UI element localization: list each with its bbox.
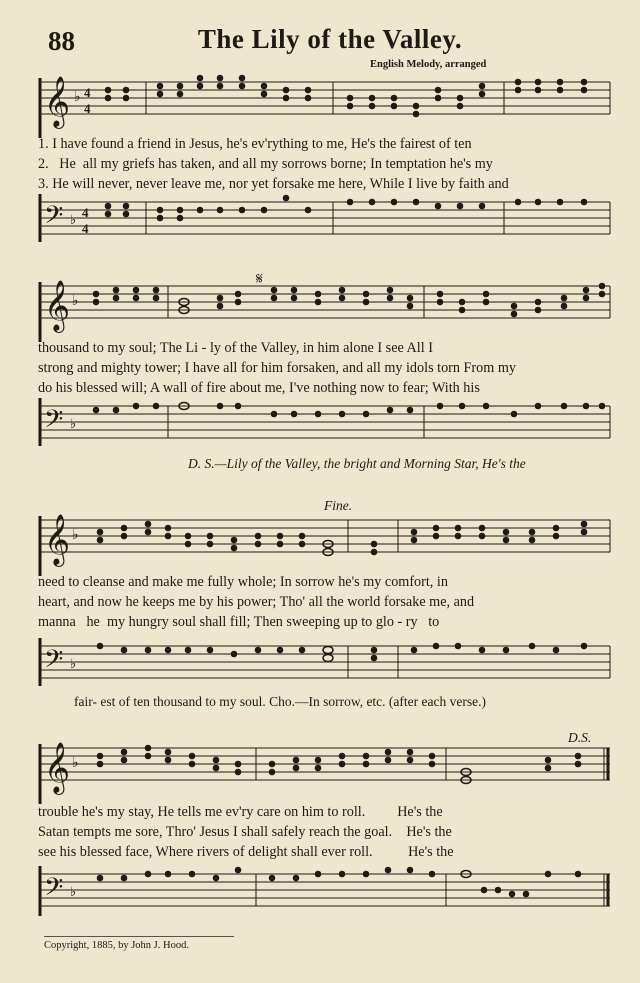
lyric-line-1: need to cleanse and make me fully whole; In sorrow he's my comfort, in <box>38 574 448 590</box>
lyric-line-1: trouble he's my stay, He tells me ev'ry care on him to roll. He's the <box>38 804 443 820</box>
svg-text:♭: ♭ <box>72 755 79 771</box>
svg-text:♭: ♭ <box>72 527 79 543</box>
system-3 <box>38 498 612 714</box>
lyric-line-2: Satan tempts me sore, Thro' Jesus I shall safely reach the goal. He's the <box>38 824 452 840</box>
fine-marker: Fine. <box>324 498 353 513</box>
bass-staff <box>38 398 612 448</box>
svg-text:4: 4 <box>82 221 89 236</box>
system-2 <box>38 272 612 472</box>
svg-text:𝄞: 𝄞 <box>44 280 71 331</box>
page-number: 88 <box>48 26 75 56</box>
treble-staff <box>38 510 612 576</box>
svg-text:♭: ♭ <box>72 293 79 309</box>
bass-staff <box>38 194 612 244</box>
svg-text:𝄋: 𝄋 <box>256 272 263 288</box>
notes <box>105 75 588 118</box>
svg-text:♭: ♭ <box>70 213 77 228</box>
copyright-notice: Copyright, 1885, by John J. Hood. <box>44 940 189 951</box>
svg-text:𝄞: 𝄞 <box>44 514 71 565</box>
lyric-line-1: thousand to my soul; The Li - ly of the Valley, in him alone I see All I <box>38 340 433 356</box>
lyric-line-2: strong and mighty tower; I have all for him forsaken, and all my idols torn From my <box>38 360 516 376</box>
lyric-line-2: heart, and now he keeps me by his power; Tho' all the world forsake me, and <box>38 594 475 610</box>
bass-staff <box>38 866 612 918</box>
lyric-line-3: manna he my hungry soul shall fill; Then sweeping up to glo - ry to <box>38 614 440 630</box>
system-1 <box>38 68 612 244</box>
lyric-line-3: see his blessed face, Where rivers of delight shall ever roll. He's the <box>38 844 454 860</box>
lyric-line-3: 3. He will never, never leave me, nor yet forsake me here, While I live by faith and <box>38 176 509 192</box>
lyric-line-3: do his blessed will; A wall of fire about me, I've nothing now to fear; With his <box>38 380 480 396</box>
chorus-line: fair- est of ten thousand to my soul. Cho.—In sorrow, etc. (after each verse.) <box>74 694 486 709</box>
treble-staff <box>38 272 612 342</box>
system-4 <box>38 730 612 920</box>
lyric-line-1: 1. I have found a friend in Jesus, he's ev'rything to me, He's the fairest of ten <box>38 136 472 152</box>
ds-lyric-line: D. S.—Lily of the Valley, the bright and Morning Star, He's the <box>188 456 526 471</box>
treble-staff <box>38 734 612 804</box>
treble-staff <box>38 68 612 138</box>
copyright-rule <box>44 936 234 937</box>
svg-text:𝄢: 𝄢 <box>44 873 64 908</box>
svg-text:4: 4 <box>82 205 89 220</box>
svg-text:𝄢: 𝄢 <box>44 405 64 440</box>
hymn-title: The Lily of the Valley. <box>197 24 463 54</box>
svg-text:♭: ♭ <box>70 885 77 900</box>
svg-text:𝄞: 𝄞 <box>44 742 71 793</box>
svg-text:♭: ♭ <box>70 657 77 672</box>
attribution: English Melody, arranged <box>370 59 487 70</box>
ds-marker: D.S. <box>568 730 592 745</box>
svg-text:𝄢: 𝄢 <box>44 201 64 236</box>
svg-text:𝄞: 𝄞 <box>44 76 71 127</box>
svg-text:♭: ♭ <box>70 417 77 432</box>
svg-text:𝄢: 𝄢 <box>44 645 64 680</box>
bass-staff <box>38 638 612 688</box>
svg-text:4: 4 <box>84 85 91 100</box>
lyric-line-2: 2. He all my griefs has taken, and all my sorrows borne; In temptation he's my <box>38 156 493 172</box>
svg-text:4: 4 <box>84 101 91 116</box>
svg-text:♭: ♭ <box>74 89 81 105</box>
